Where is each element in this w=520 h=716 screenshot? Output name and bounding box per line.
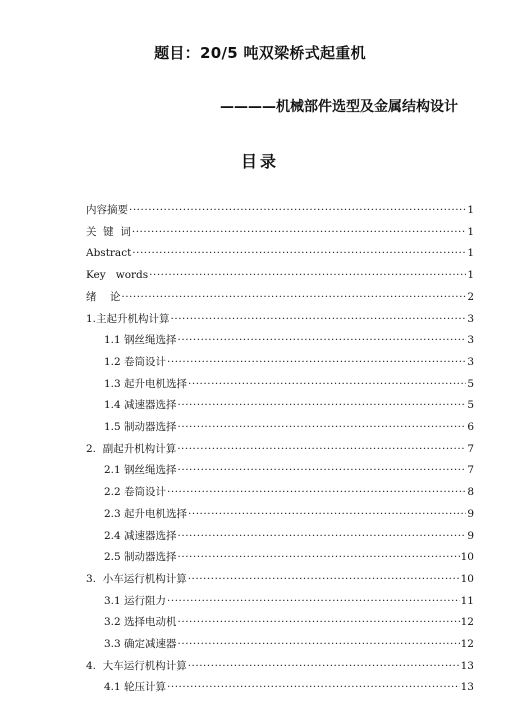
toc-entry-label: 4. 大车运行机构计算: [86, 659, 187, 672]
toc-entry-page: 9: [467, 529, 474, 542]
toc-entry-label: 2.3 起升电机选择: [104, 507, 188, 520]
toc-entry-label: Key words: [86, 269, 149, 282]
toc-entry-page: 3: [467, 334, 474, 347]
toc-entry-page: 13: [460, 659, 474, 672]
toc-dot-leader: [167, 484, 466, 500]
toc-entry[interactable]: [104, 614, 474, 630]
toc-entry-label: 2.4 减速器选择: [104, 529, 177, 542]
toc-entry-label: 关 键 词: [86, 225, 131, 238]
document-title: 题目：20/5 吨双梁桥式起重机: [154, 44, 366, 62]
toc-entry[interactable]: [104, 636, 474, 652]
toc-dot-leader: [149, 267, 466, 283]
toc-entry-page: 11: [460, 594, 474, 607]
toc-entry-label: 1.5 制动器选择: [104, 421, 177, 433]
toc-entry-page: 10: [460, 551, 474, 564]
toc-entry-page: 7: [467, 464, 474, 477]
toc-entry[interactable]: [104, 593, 474, 609]
toc-dot-leader: [171, 311, 467, 327]
toc-entry-label: 2.2 卷筒设计: [104, 486, 167, 499]
toc-entry-page: 6: [467, 421, 474, 433]
toc-entry-label: 4.1 轮压计算: [104, 681, 167, 694]
toc-dot-leader: [188, 571, 460, 587]
toc-dot-leader: [188, 658, 460, 674]
toc-entry[interactable]: [104, 354, 474, 370]
toc-entry[interactable]: [86, 658, 474, 674]
toc-entry[interactable]: [86, 311, 474, 327]
toc-dot-leader: [188, 376, 466, 392]
toc-entry-label: 1.主起升机构计算: [86, 312, 170, 325]
toc-heading: 目录: [240, 152, 279, 171]
toc-entry-page: 12: [460, 616, 474, 629]
toc-entry-label: 1.3 起升电机选择: [104, 377, 188, 390]
toc-dot-leader: [178, 636, 460, 652]
toc-entry[interactable]: [104, 528, 474, 544]
toc-dot-leader: [167, 354, 466, 370]
toc-entry-label: 3.3 确定减速器: [104, 638, 177, 650]
toc-dot-leader: [132, 245, 466, 261]
toc-dot-leader: [178, 462, 467, 478]
toc-dot-leader: [177, 441, 466, 457]
toc-entry[interactable]: [104, 332, 474, 348]
toc-entry-page: 1: [467, 204, 474, 216]
toc-entry[interactable]: [104, 419, 474, 435]
toc-entry-page: 5: [467, 399, 474, 412]
toc-entry[interactable]: [104, 484, 474, 500]
toc-entry-page: 1: [467, 269, 474, 282]
toc-entry[interactable]: [86, 224, 474, 240]
toc-entry[interactable]: [104, 397, 474, 413]
toc-dot-leader: [178, 332, 467, 348]
toc-entry-label: 2.1 钢丝绳选择: [104, 464, 177, 477]
document-subtitle: ————机械部件选型及金属结构设计: [220, 99, 458, 115]
toc-dot-leader: [178, 614, 460, 630]
toc-entry[interactable]: [104, 376, 474, 392]
toc-entry-page: 10: [460, 572, 474, 585]
toc-entry[interactable]: [104, 679, 474, 695]
toc-entry-page: 1: [467, 247, 474, 260]
toc-entry-label: 3. 小车运行机构计算: [86, 572, 187, 585]
toc-entry-label: 2. 副起升机构计算: [86, 442, 177, 455]
toc-entry[interactable]: [86, 245, 474, 261]
toc-entry-label: 1.4 减速器选择: [104, 399, 177, 412]
toc-dot-leader: [132, 224, 466, 240]
toc-dot-leader: [178, 397, 467, 413]
toc-dot-leader: [178, 549, 460, 565]
toc-entry-page: 12: [460, 638, 474, 650]
toc-entry-label: 3.1 运行阻力: [104, 594, 167, 607]
toc-entry[interactable]: [86, 289, 474, 305]
toc-entry-page: 8: [467, 486, 474, 499]
toc-entry-label: 内容摘要: [86, 204, 128, 216]
toc-dot-leader: [129, 202, 466, 218]
toc-dot-leader: [167, 593, 460, 609]
toc-entry-page: 2: [467, 290, 474, 303]
toc-entry-label: Abstract: [86, 247, 132, 260]
toc-entry-page: 7: [467, 442, 474, 455]
toc-entry-label: 1.2 卷筒设计: [104, 355, 167, 368]
toc-dot-leader: [167, 679, 460, 695]
toc-entry[interactable]: [86, 202, 474, 218]
toc-entry-page: 9: [467, 507, 474, 520]
toc-entry-label: 2.5 制动器选择: [104, 551, 177, 564]
toc-entry-page: 13: [460, 681, 474, 694]
toc-dot-leader: [121, 289, 466, 305]
toc-entry[interactable]: [86, 267, 474, 283]
toc-entry[interactable]: [104, 462, 474, 478]
toc-dot-leader: [178, 528, 467, 544]
toc-entry-page: 5: [467, 377, 474, 390]
toc-entry-page: 3: [467, 355, 474, 368]
toc-entry-page: 3: [467, 312, 474, 325]
toc-entry-label: 1.1 钢丝绳选择: [104, 334, 177, 347]
toc-entry[interactable]: [104, 549, 474, 565]
toc-entry-label: 绪 论: [86, 290, 121, 303]
toc-entry[interactable]: [104, 506, 474, 522]
toc-dot-leader: [188, 506, 466, 522]
toc-entry[interactable]: [86, 571, 474, 587]
toc-entry-page: 1: [467, 225, 474, 238]
toc-entry[interactable]: [86, 441, 474, 457]
toc-entry-label: 3.2 选择电动机: [104, 616, 177, 629]
toc-dot-leader: [178, 419, 467, 435]
